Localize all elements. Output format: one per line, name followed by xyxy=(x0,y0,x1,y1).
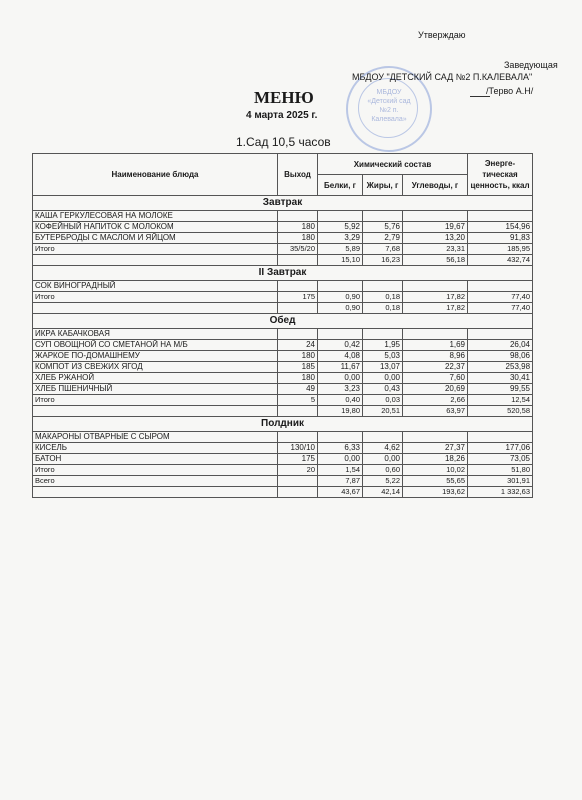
dish-name-cell xyxy=(33,487,278,498)
value-cell: 0,43 xyxy=(363,384,403,395)
value-cell: 0,90 xyxy=(318,303,363,314)
table-row xyxy=(33,329,533,340)
signatory-name: /Терво А.Н/ xyxy=(486,86,534,96)
value-cell: 12,54 xyxy=(468,395,533,406)
page-title: МЕНЮ xyxy=(254,88,314,107)
value-cell: 99,55 xyxy=(468,384,533,395)
value-cell: 51,80 xyxy=(468,465,533,476)
value-cell xyxy=(278,255,318,266)
value-cell: 20 xyxy=(278,465,318,476)
value-cell xyxy=(403,211,468,222)
value-cell: 77,40 xyxy=(468,292,533,303)
value-cell: 180 xyxy=(278,351,318,362)
value-cell: 42,14 xyxy=(363,487,403,498)
value-cell xyxy=(318,281,363,292)
value-cell xyxy=(278,487,318,498)
value-cell: 5,22 xyxy=(363,476,403,487)
section-header xyxy=(33,266,533,281)
header-carbs: Углеводы, г xyxy=(403,175,468,196)
header-protein: Белки, г xyxy=(318,175,363,196)
dish-name-cell: ХЛЕБ РЖАНОЙ xyxy=(33,373,278,384)
value-cell: 4,08 xyxy=(318,351,363,362)
dish-name-cell: БУТЕРБРОДЫ С МАСЛОМ И ЯЙЦОМ xyxy=(33,233,278,244)
value-cell: 22,37 xyxy=(403,362,468,373)
value-cell: 175 xyxy=(278,292,318,303)
value-cell: 193,62 xyxy=(403,487,468,498)
value-cell xyxy=(468,329,533,340)
value-cell xyxy=(403,281,468,292)
value-cell: 73,05 xyxy=(468,454,533,465)
value-cell: 175 xyxy=(278,454,318,465)
table-row xyxy=(33,222,533,233)
dish-name-cell: МАКАРОНЫ ОТВАРНЫЕ С СЫРОМ xyxy=(33,432,278,443)
value-cell xyxy=(278,211,318,222)
section-header xyxy=(33,314,533,329)
section-title: II Завтрак xyxy=(33,266,533,281)
dish-name-cell: ХЛЕБ ПШЕНИЧНЫЙ xyxy=(33,384,278,395)
header-fat: Жиры, г xyxy=(363,175,403,196)
value-cell: 8,96 xyxy=(403,351,468,362)
value-cell: 15,10 xyxy=(318,255,363,266)
value-cell: 1,54 xyxy=(318,465,363,476)
value-cell: 43,67 xyxy=(318,487,363,498)
value-cell: 27,37 xyxy=(403,443,468,454)
value-cell: 154,96 xyxy=(468,222,533,233)
group-name: 1.Сад 10,5 часов xyxy=(236,135,331,149)
header-chem: Химический состав xyxy=(318,154,468,175)
value-cell xyxy=(403,329,468,340)
table-row xyxy=(33,351,533,362)
dish-name-cell xyxy=(33,303,278,314)
value-cell: 13,07 xyxy=(363,362,403,373)
table-row xyxy=(33,255,533,266)
value-cell xyxy=(318,329,363,340)
value-cell: 253,98 xyxy=(468,362,533,373)
value-cell xyxy=(363,211,403,222)
value-cell xyxy=(363,281,403,292)
value-cell: 7,68 xyxy=(363,244,403,255)
value-cell: 0,00 xyxy=(363,454,403,465)
section-title: Обед xyxy=(33,314,533,329)
value-cell xyxy=(468,432,533,443)
value-cell xyxy=(278,476,318,487)
value-cell: 26,04 xyxy=(468,340,533,351)
value-cell: 177,06 xyxy=(468,443,533,454)
value-cell: 1 332,63 xyxy=(468,487,533,498)
value-cell: 35/5/20 xyxy=(278,244,318,255)
value-cell: 55,65 xyxy=(403,476,468,487)
value-cell: 91,83 xyxy=(468,233,533,244)
value-cell: 3,23 xyxy=(318,384,363,395)
table-row xyxy=(33,454,533,465)
dish-name-cell xyxy=(33,406,278,417)
header-energy: Энерге-тическая ценность, ккал xyxy=(468,154,533,196)
value-cell: 0,00 xyxy=(318,454,363,465)
table-row xyxy=(33,292,533,303)
value-cell: 98,06 xyxy=(468,351,533,362)
value-cell: 301,91 xyxy=(468,476,533,487)
value-cell: 520,58 xyxy=(468,406,533,417)
table-row xyxy=(33,244,533,255)
value-cell xyxy=(318,432,363,443)
value-cell: 0,00 xyxy=(318,373,363,384)
value-cell: 19,80 xyxy=(318,406,363,417)
value-cell: 5,76 xyxy=(363,222,403,233)
dish-name-cell xyxy=(33,255,278,266)
value-cell: 19,67 xyxy=(403,222,468,233)
value-cell: 0,60 xyxy=(363,465,403,476)
header-output: Выход xyxy=(278,154,318,196)
section-title: Завтрак xyxy=(33,196,533,211)
value-cell xyxy=(363,329,403,340)
value-cell: 2,66 xyxy=(403,395,468,406)
value-cell: 180 xyxy=(278,222,318,233)
value-cell: 0,00 xyxy=(363,373,403,384)
value-cell: 13,20 xyxy=(403,233,468,244)
table-row xyxy=(33,362,533,373)
value-cell: 20,69 xyxy=(403,384,468,395)
table-row xyxy=(33,373,533,384)
value-cell xyxy=(318,211,363,222)
dish-name-cell: КАША ГЕРКУЛЕСОВАЯ НА МОЛОКЕ xyxy=(33,211,278,222)
organization-name: МБДОУ "ДЕТСКИЙ САД №2 П.КАЛЕВАЛА" xyxy=(352,72,533,82)
value-cell: 56,18 xyxy=(403,255,468,266)
dish-name-cell: ИКРА КАБАЧКОВАЯ xyxy=(33,329,278,340)
dish-name-cell: БАТОН xyxy=(33,454,278,465)
table-row xyxy=(33,233,533,244)
table-row xyxy=(33,476,533,487)
section-header xyxy=(33,417,533,432)
table-row xyxy=(33,487,533,498)
value-cell xyxy=(278,432,318,443)
value-cell: 17,82 xyxy=(403,303,468,314)
value-cell: 5 xyxy=(278,395,318,406)
menu-table xyxy=(32,153,533,498)
dish-name-cell: СУП ОВОЩНОЙ СО СМЕТАНОЙ НА М/Б xyxy=(33,340,278,351)
table-row xyxy=(33,395,533,406)
value-cell: 180 xyxy=(278,373,318,384)
table-row xyxy=(33,281,533,292)
dish-name-cell: КОМПОТ ИЗ СВЕЖИХ ЯГОД xyxy=(33,362,278,373)
value-cell: 16,23 xyxy=(363,255,403,266)
section-header xyxy=(33,196,533,211)
stamp-text: МБДОУ «Детский сад №2 п. Калевала» xyxy=(367,89,411,123)
menu-table-body xyxy=(33,196,533,498)
approve-label: Утверждаю xyxy=(418,30,466,40)
dish-name-cell: КОФЕЙНЫЙ НАПИТОК С МОЛОКОМ xyxy=(33,222,278,233)
menu-date: 4 марта 2025 г. xyxy=(246,110,318,121)
signature-line xyxy=(470,96,490,97)
value-cell xyxy=(278,406,318,417)
value-cell: 5,92 xyxy=(318,222,363,233)
value-cell: 5,03 xyxy=(363,351,403,362)
value-cell: 185,95 xyxy=(468,244,533,255)
value-cell xyxy=(468,281,533,292)
value-cell xyxy=(278,303,318,314)
value-cell: 4,62 xyxy=(363,443,403,454)
dish-name-cell: КИСЕЛЬ xyxy=(33,443,278,454)
value-cell: 0,18 xyxy=(363,292,403,303)
value-cell: 11,67 xyxy=(318,362,363,373)
value-cell: 23,31 xyxy=(403,244,468,255)
table-row xyxy=(33,384,533,395)
value-cell: 10,02 xyxy=(403,465,468,476)
value-cell: 0,18 xyxy=(363,303,403,314)
value-cell: 185 xyxy=(278,362,318,373)
dish-name-cell: Итого xyxy=(33,244,278,255)
value-cell xyxy=(403,432,468,443)
value-cell: 63,97 xyxy=(403,406,468,417)
value-cell: 0,03 xyxy=(363,395,403,406)
section-title: Полдник xyxy=(33,417,533,432)
dish-name-cell: Итого xyxy=(33,292,278,303)
table-row xyxy=(33,465,533,476)
value-cell xyxy=(468,211,533,222)
value-cell: 24 xyxy=(278,340,318,351)
value-cell: 17,82 xyxy=(403,292,468,303)
table-row xyxy=(33,406,533,417)
value-cell: 432,74 xyxy=(468,255,533,266)
dish-name-cell: Всего xyxy=(33,476,278,487)
value-cell: 130/10 xyxy=(278,443,318,454)
value-cell: 77,40 xyxy=(468,303,533,314)
value-cell: 20,51 xyxy=(363,406,403,417)
value-cell xyxy=(278,281,318,292)
value-cell: 0,42 xyxy=(318,340,363,351)
table-row xyxy=(33,443,533,454)
value-cell: 180 xyxy=(278,233,318,244)
header-name: Наименование блюда xyxy=(33,154,278,196)
dish-name-cell: Итого xyxy=(33,465,278,476)
value-cell: 18,26 xyxy=(403,454,468,465)
value-cell: 1,95 xyxy=(363,340,403,351)
dish-name-cell: Итого xyxy=(33,395,278,406)
value-cell: 7,60 xyxy=(403,373,468,384)
value-cell: 0,90 xyxy=(318,292,363,303)
dish-name-cell: ЖАРКОЕ ПО-ДОМАШНЕМУ xyxy=(33,351,278,362)
table-row xyxy=(33,432,533,443)
value-cell xyxy=(278,329,318,340)
value-cell: 2,79 xyxy=(363,233,403,244)
head-position: Заведующая xyxy=(504,60,558,70)
value-cell: 6,33 xyxy=(318,443,363,454)
table-row xyxy=(33,211,533,222)
value-cell: 30,41 xyxy=(468,373,533,384)
table-row xyxy=(33,303,533,314)
value-cell: 49 xyxy=(278,384,318,395)
value-cell xyxy=(363,432,403,443)
value-cell: 3,29 xyxy=(318,233,363,244)
value-cell: 7,87 xyxy=(318,476,363,487)
dish-name-cell: СОК ВИНОГРАДНЫЙ xyxy=(33,281,278,292)
value-cell: 0,40 xyxy=(318,395,363,406)
table-row xyxy=(33,340,533,351)
value-cell: 5,89 xyxy=(318,244,363,255)
value-cell: 1,69 xyxy=(403,340,468,351)
